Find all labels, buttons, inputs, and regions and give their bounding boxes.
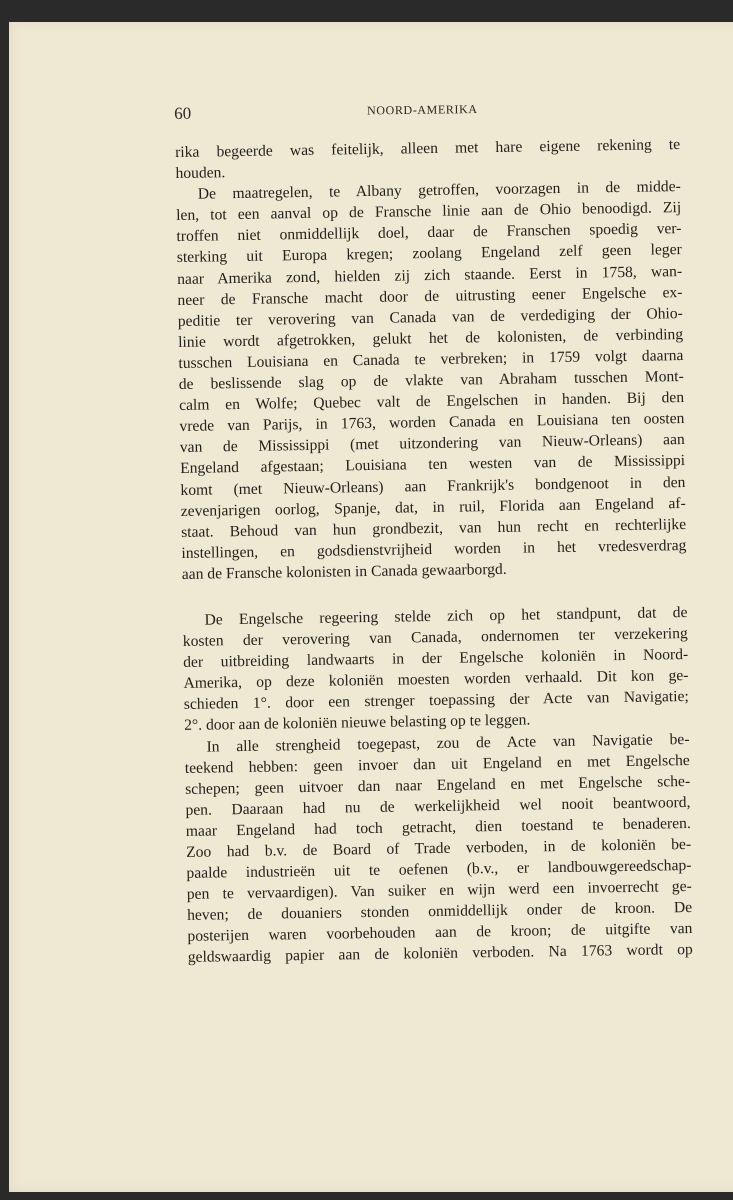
text-line: schieden 1°. door een strenger toepassing der Acte van Navigatie; <box>183 688 689 714</box>
text-line: Engeland afgestaan; Louisiana ten westen van de Mississippi <box>180 452 686 478</box>
text-line: kosten der verovering van Canada, ondernomen ter verzekering <box>182 625 688 650</box>
text-line: komt (met Nieuw-Orleans) aan Frankrijk's bondgenoot in den <box>180 473 686 499</box>
text-line: In alle strengheid toegepast, zou de Acte van Navigatie be- <box>206 730 690 756</box>
text-line: peditie ter verovering van Canada van de verdediging der Ohio- <box>177 304 683 330</box>
text-line: neer de Fransche macht door de uitrusting eener Engelsche ex- <box>177 283 683 309</box>
text-line: rika begeerde was feitelijk, alleen met hare eigene rekening te <box>175 136 681 161</box>
text-line: zevenjarigen oorlog, Spanje, dat, in ruil, Florida aan Engeland af- <box>180 494 686 520</box>
text-line: aan de Fransche kolonisten in Canada gewaarborgd. <box>181 560 507 583</box>
text-line: posterijen waren voorbehouden aan de kroon; de uitgifte van <box>187 920 693 946</box>
text-line: de beslissende slag op de vlakte van Abraham tusschen Mont- <box>178 368 684 394</box>
text-line: tusschen Louisiana en Canada te verbreken; in 1759 volgt daarna <box>178 346 684 372</box>
text-line: teekend hebben: geen invoer dan uit Engeland en met Engelsche <box>184 751 690 777</box>
text-line: De Engelsche regeering stelde zich op het standpunt, dat de <box>204 603 688 629</box>
text-line: troffen niet onmiddellijk doel, daar de Franschen spoedig ver- <box>176 220 682 246</box>
text-line: vrede van Parijs, in 1763, worden Canada en Louisiana ten oosten <box>179 410 685 436</box>
text-line: sterking uit Europa kregen; zoolang Engeland zelf geen leger <box>176 241 682 267</box>
text-line: linie wordt afgetrokken, gelukt het de kolonisten, de verbinding <box>178 325 684 351</box>
text-line: geldswaardig papier aan de koloniën verboden. Na 1763 wordt op <box>187 941 693 967</box>
text-line: pen te vervaardigen). Van suiker en wijn werd een invoerrecht ge- <box>186 878 692 904</box>
text-line: naar Amerika zond, hielden zij zich staande. Eerst in 1758, wan- <box>177 262 683 288</box>
text-line: staat. Behoud van hun grondbezit, van hun recht en rechterlijke <box>180 515 687 541</box>
text-line: De maatregelen, te Albany getroffen, voorzagen in de midde- <box>197 178 681 203</box>
text-line: paalde industrieën uit te oefenen (b.v., er landbouwgereedschap- <box>186 857 692 883</box>
text-line: Amerika, op deze koloniën moesten worden verhaald. Dit kon ge- <box>183 667 689 693</box>
text-line: instellingen, en godsdienstvrijheid worden in het vredesverdrag <box>181 536 687 562</box>
text-line: Zoo had b.v. de Board of Trade verboden, in de koloniën be- <box>186 835 692 861</box>
running-head: NOORD-AMERIKA <box>367 102 478 118</box>
page-number: 60 <box>174 103 192 123</box>
text-line: der uitbreiding landwaarts in der Engelsche koloniën in Noord- <box>183 646 689 672</box>
text-line: heven; de douaniers stonden onmiddellijk onder de kroon. De <box>187 899 693 925</box>
text-line: maar Engeland had toch getracht, dien toestand te benaderen. <box>185 814 691 840</box>
text-line: pen. Daaraan had nu de werkelijkheid wel nooit beantwoord, <box>185 793 691 819</box>
text-line: calm en Wolfe; Quebec valt de Engelschen in handen. Bij den <box>179 389 685 415</box>
text-line: 2°. door aan de koloniën nieuwe belasting op te leggen. <box>184 711 531 735</box>
text-line: van de Mississippi (met uitzondering van Nieuw-Orleans) aan <box>179 431 685 457</box>
body-text <box>175 134 693 968</box>
text-line: schepen; geen uitvoer dan naar Engeland en met Engelsche sche- <box>185 772 691 798</box>
text-line: houden. <box>175 164 226 183</box>
text-line: len, tot een aanval op de Fransche linie aan de Ohio benoodigd. Zij <box>176 199 682 225</box>
